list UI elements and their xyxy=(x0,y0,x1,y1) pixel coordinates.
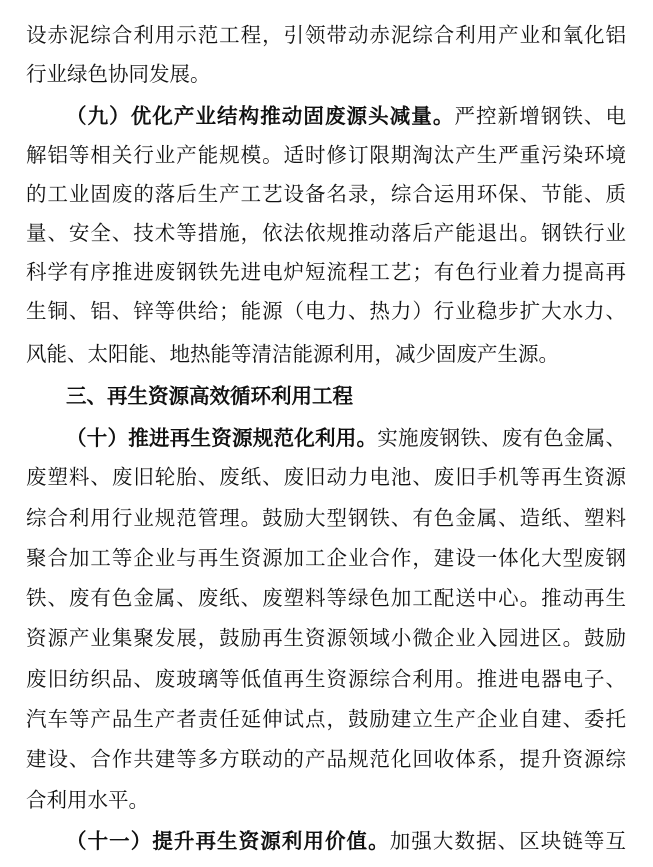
body-text-line: 设赤泥综合利用示范工程，引领带动赤泥综合利用产业和氧化铝 xyxy=(26,23,626,47)
body-text-line: 解铝等相关行业产能规模。适时修订限期淘汰产生严重污染环境 xyxy=(26,143,626,167)
paragraph-lead-heading: （十一）提升再生资源利用价值。 xyxy=(66,829,390,853)
body-text-line: 的工业固废的落后生产工艺设备名录，综合运用环保、节能、质 xyxy=(26,182,626,206)
body-text-line: 资源产业集聚发展，鼓励再生资源领域小微企业入园进区。鼓励 xyxy=(26,626,626,650)
paragraph-lead-heading: （十）推进再生资源规范化利用。 xyxy=(66,426,378,450)
body-text: 实施废钢铁、废有色金属、 xyxy=(377,426,626,450)
body-text-line: 聚合加工等企业与再生资源加工企业合作，建设一体化大型废钢 xyxy=(26,546,626,570)
body-text-line: 铁、废有色金属、废纸、废塑料等绿色加工配送中心。推动再生 xyxy=(26,586,626,610)
paragraph-first-line xyxy=(66,101,626,131)
body-text-line: 废旧纺织品、废玻璃等低值再生资源综合利用。推进电器电子、 xyxy=(26,667,626,691)
body-text-line: 建设、合作共建等多方联动的产品规范化回收体系，提升资源综 xyxy=(26,747,626,771)
body-text-line: 合利用水平。 xyxy=(26,788,149,812)
body-text-line: 生铜、铝、锌等供给；能源（电力、热力）行业稳步扩大水力、 xyxy=(26,299,626,323)
body-text: 严控新增钢铁、电 xyxy=(454,104,626,128)
body-text-line: 风能、太阳能、地热能等清洁能源利用，减少固废产生源。 xyxy=(26,342,559,366)
body-text-line: 综合利用行业规范管理。鼓励大型钢铁、有色金属、造纸、塑料 xyxy=(26,506,626,530)
body-text-line: 量、安全、技术等措施，依法依规推动落后产能退出。钢铁行业 xyxy=(26,221,626,245)
paragraph-first-line xyxy=(66,423,626,453)
body-text-line: 废塑料、废旧轮胎、废纸、废旧动力电池、废旧手机等再生资源 xyxy=(26,465,626,489)
paragraph-lead-heading: （九）优化产业结构推动固废源头减量。 xyxy=(66,104,455,128)
body-text-line: 科学有序推进废钢铁先进电炉短流程工艺；有色行业着力提高再 xyxy=(26,260,626,284)
body-text: 加强大数据、区块链等互 xyxy=(389,829,626,853)
paragraph-first-line xyxy=(66,826,626,856)
section-heading: 三、再生资源高效循环利用工程 xyxy=(66,384,353,408)
body-text-line: 汽车等产品生产者责任延伸试点，鼓励建立生产企业自建、委托 xyxy=(26,707,626,731)
body-text-line: 行业绿色协同发展。 xyxy=(26,62,211,86)
